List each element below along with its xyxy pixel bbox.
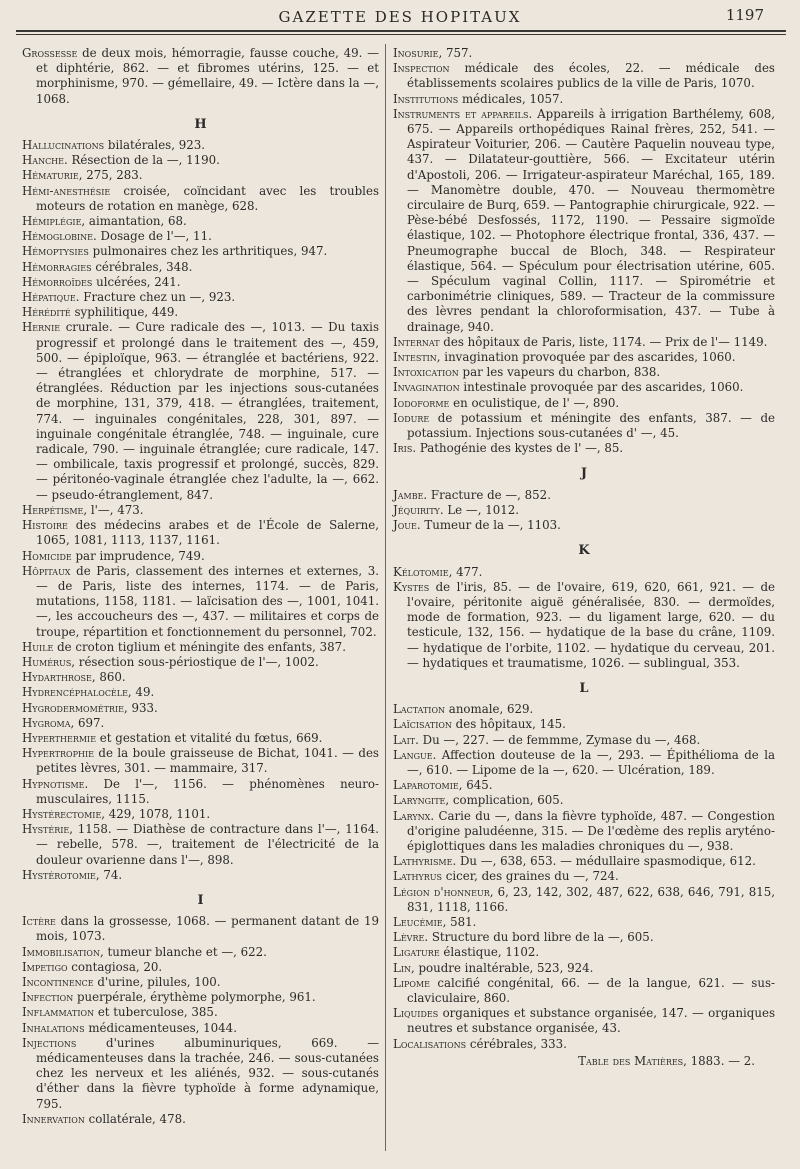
entry-references: organiques et substance organisée, 147. — organiques neutres et substance organisée, 43.: [407, 1006, 775, 1036]
index-entry: [393, 503, 775, 518]
entry-heading: Lathyrus: [393, 869, 443, 884]
left-column: [22, 46, 379, 1127]
entry-references: de deux mois, hémorragie, fausse couche, 49. — et diphtérie, 862. — et fibromes utérins, 125. — et morphinisme, 970. — gémellaire, 49. — Ictère dans la —, 1068.: [36, 46, 379, 106]
index-entry: [22, 990, 379, 1005]
entry-heading: Hallucinations: [22, 138, 105, 153]
header-rule: [16, 30, 786, 32]
index-entry: [393, 809, 775, 855]
entry-references: l'—, 473.: [87, 502, 144, 517]
entry-heading: Joue.: [393, 518, 421, 533]
entry-heading: Légion d'honneur,: [393, 884, 494, 899]
index-entry: [22, 518, 379, 548]
entry-heading: Homicide: [22, 548, 72, 563]
entry-references: 477.: [452, 564, 483, 579]
index-entry: [393, 411, 775, 441]
entry-heading: Inosurie,: [393, 46, 443, 60]
index-entry: [393, 961, 775, 976]
entry-heading: Larynx.: [393, 808, 435, 823]
entry-references: de l'iris, 85. — de l'ovaire, 619, 620, 661, 921. — de l'ovaire, péritonite aiguë généralisée, 830. — dermoïdes, mode de formation, 923. — du ligament large, 620. — du testicule, 132, 156. — hydatique de la base du crâne, 1109. — hydatique de l'orbite, 1102. — hydatique du cerveau, 201. — hydatiques et traumatisme, 1026. — sublingual, 353.: [407, 579, 775, 670]
index-entry: [22, 1112, 379, 1127]
index-entry: [22, 945, 379, 960]
index-entry: [22, 670, 379, 685]
index-entry: [22, 731, 379, 746]
entry-references: bilatérales, 923.: [104, 138, 206, 153]
index-entry: [22, 564, 379, 640]
entry-references: 6, 23, 142, 302, 487, 622, 638, 646, 791, 815, 831, 1118, 1166.: [407, 884, 775, 914]
entry-references: par imprudence, 749.: [71, 548, 205, 563]
index-entry: [393, 92, 775, 107]
entry-heading: Iodoforme: [393, 395, 450, 410]
entry-heading: Invagination: [393, 380, 460, 395]
entry-references: collatérale, 478.: [84, 1111, 186, 1126]
entry-heading: Inflammation: [22, 1005, 95, 1020]
entry-heading: Liquides: [393, 1006, 439, 1021]
entry-references: 429, 1078, 1101.: [105, 806, 211, 821]
index-entry: [22, 184, 379, 214]
section-letter: K: [578, 543, 590, 559]
entry-heading: Hygroma,: [22, 715, 75, 730]
entry-heading: Humérus,: [22, 654, 76, 669]
index-entry: [22, 655, 379, 670]
index-entry: [22, 960, 379, 975]
entry-heading: Langue.: [393, 747, 437, 762]
entry-references: tumeur blanche et —, 622.: [103, 944, 267, 959]
entry-references: 49.: [131, 685, 155, 700]
section-letter: I: [197, 892, 204, 908]
entry-heading: Lactation: [393, 702, 446, 717]
entry-references: 1158. — Diathèse de contracture dans l'—, 1164. — rebelle, 578. —, traitement de l'électricité de la douleur ovarienne dans l'—, 898.: [36, 822, 379, 867]
entry-heading: Hystérectomie,: [22, 806, 106, 821]
entry-heading: Hémoptysies: [22, 244, 89, 259]
index-entry: [393, 733, 775, 748]
index-entry: [22, 701, 379, 716]
entry-heading: Lait.: [393, 732, 419, 747]
entry-heading: Intestin,: [393, 350, 441, 365]
entry-heading: Instruments et appareils.: [393, 106, 533, 121]
entry-heading: Lin,: [393, 960, 415, 975]
entry-heading: Hémorragies: [22, 259, 92, 274]
entry-references: et gestation et vitalité du fœtus, 669.: [96, 730, 323, 745]
entry-heading: Iris.: [393, 441, 417, 456]
entry-references: anomale, 629.: [445, 702, 534, 717]
index-entry: [393, 930, 775, 945]
index-entry: [393, 915, 775, 930]
index-entry: [22, 746, 379, 776]
entry-heading: Inspection: [393, 61, 450, 76]
entry-references: Pathogénie des kystes de l' —, 85.: [416, 441, 624, 456]
index-entry: [22, 503, 379, 518]
entry-heading: Injections: [22, 1035, 77, 1050]
index-entry: [393, 396, 775, 411]
entry-references: invagination provoquée par des ascarides, 1060.: [440, 350, 736, 365]
index-entry: [22, 290, 379, 305]
entry-references: 860.: [95, 670, 126, 685]
index-entry: [22, 168, 379, 183]
entry-references: de croton tiglium et méningite des enfants, 387.: [53, 639, 346, 654]
entry-heading: Infection: [22, 990, 74, 1005]
entry-heading: Grossesse: [22, 46, 78, 60]
entry-heading: Huile: [22, 639, 54, 654]
index-entry: [22, 777, 379, 807]
index-entry: [393, 46, 775, 61]
index-entry: [393, 1037, 775, 1052]
entry-heading: Hygrodermométrie,: [22, 700, 128, 715]
entry-references: dans la grossesse, 1068. — permanent datant de 19 mois, 1073.: [36, 914, 379, 944]
entry-references: cicer, des graines du —, 724.: [442, 869, 619, 884]
entry-heading: Jambe.: [393, 487, 428, 502]
index-entry: [22, 320, 379, 502]
entry-references: de la boule graisseuse de Bichat, 1041. — des petites lèvres, 301. — mammaire, 317.: [36, 746, 379, 776]
entry-heading: Hépatique.: [22, 290, 80, 305]
entry-references: Résection de la —, 1190.: [67, 153, 220, 168]
entry-references: médicamenteuses, 1044.: [84, 1020, 237, 1035]
entry-references: 275, 283.: [82, 168, 143, 183]
index-entry: [393, 854, 775, 869]
entry-references: des hôpitaux de Paris, liste, 1174. — Prix de l'— 1149.: [439, 334, 768, 349]
journal-title: GAZETTE DES HOPITAUX: [278, 8, 522, 26]
index-entry: [22, 868, 379, 883]
index-entry: [393, 717, 775, 732]
entry-heading: Immobilisation,: [22, 944, 104, 959]
index-entry: [393, 565, 775, 580]
index-entry: [22, 305, 379, 320]
section-letter: J: [580, 466, 588, 482]
entry-references: de potassium et méningite des enfants, 387. — de potassium. Injections sous-cutanées d' —, 45.: [407, 410, 775, 441]
index-entry: [22, 229, 379, 244]
entry-references: en oculistique, de l' —, 890.: [449, 395, 620, 410]
entry-heading: Ligature: [393, 945, 440, 960]
index-entry: [22, 138, 379, 153]
index-entry: [22, 153, 379, 168]
entry-heading: Hanche.: [22, 153, 68, 168]
entry-heading: Lipome: [393, 975, 430, 990]
entry-heading: Leucémie,: [393, 914, 447, 929]
entry-references: médicale des écoles, 22. — médicale des établissements scolaires publics de la ville de Paris, 1070.: [407, 61, 775, 91]
entry-heading: Hystérie,: [22, 822, 73, 837]
index-entry: [22, 1021, 379, 1036]
entry-references: Affection douteuse de la —, 293. — Épithélioma de la —, 610. — Lipome de la —, 620. — Ulcération, 189.: [407, 747, 775, 777]
entry-heading: Incontinence: [22, 974, 94, 989]
index-entry: [22, 914, 379, 944]
index-entry: [22, 1036, 379, 1112]
entry-heading: Hémoglobine.: [22, 229, 97, 244]
entry-references: cérébrales, 348.: [91, 259, 193, 274]
index-entry: [22, 975, 379, 990]
entry-heading: Lathyrisme.: [393, 854, 457, 869]
index-entry: [393, 869, 775, 884]
index-entry: [22, 640, 379, 655]
index-entry: [22, 1005, 379, 1020]
entry-heading: Laparotomie,: [393, 778, 463, 793]
entry-heading: Intoxication: [393, 365, 459, 380]
index-entry: [22, 807, 379, 822]
index-entry: [22, 260, 379, 275]
page-number: 1197: [725, 6, 764, 24]
entry-heading: Hémorroïdes: [22, 274, 93, 289]
entry-heading: Jéquirity.: [393, 502, 444, 517]
entry-references: aimantation, 68.: [85, 214, 187, 229]
entry-references: croisée, coïncidant avec les troubles moteurs de rotation en manège, 628.: [36, 183, 379, 213]
entry-heading: Hystérotomie,: [22, 867, 100, 882]
entry-references: puerpérale, érythème polymorphe, 961.: [73, 990, 316, 1005]
entry-heading: Hyperthermie: [22, 730, 97, 745]
index-entry: [393, 335, 775, 350]
entry-heading: Innervation: [22, 1111, 85, 1126]
entry-references: Fracture de —, 852.: [427, 487, 551, 502]
entry-heading: Histoire: [22, 518, 68, 533]
entry-references: syphilitique, 449.: [70, 305, 179, 320]
entry-heading: Localisations: [393, 1036, 467, 1051]
index-entry: [393, 488, 775, 503]
index-entry: [22, 46, 379, 107]
entry-heading: Kélotomie,: [393, 564, 453, 579]
entry-references: Structure du bord libre de la —, 605.: [428, 930, 654, 945]
entry-references: et tuberculose, 385.: [94, 1005, 218, 1020]
entry-heading: Institutions: [393, 91, 459, 106]
entry-references: intestinale provoquée par des ascarides, 1060.: [459, 380, 744, 395]
entry-heading: Inhalations: [22, 1020, 85, 1035]
index-entry: [393, 976, 775, 1006]
entry-references: pulmonaires chez les arthritiques, 947.: [88, 244, 328, 259]
entry-references: d'urines albuminuriques, 669. — médicamenteuses dans la trachée, 246. — sous-cutanées chez les nerveux et les aliénés, 932. — sous-cutanés d'éther dans la fièvre typhoïde à forme adynamique, 795.: [36, 1035, 379, 1111]
entry-heading: Ictère: [22, 914, 56, 929]
entry-heading: Hôpitaux: [22, 563, 71, 578]
index-entry: [22, 685, 379, 700]
entry-heading: Lèvre.: [393, 930, 429, 945]
entry-heading: Laïcisation: [393, 717, 452, 732]
index-entry: [393, 702, 775, 717]
index-entry: [22, 822, 379, 868]
index-entry: [393, 1006, 775, 1036]
entry-references: 581.: [446, 914, 477, 929]
entry-references: Appareils à irrigation Barthélemy, 608, 675. — Appareils orthopédiques Rainal frères, 252, 541. — Aspirateur Voiturier, 206. — Cautère Paquelin nouveau type, 437. — Dilatateur-gouttière, 566. — Excitateur utérin d'Apostoli, 206. — Irrigateur-aspirateur Maréchal, 165, 189. — Manomètre double, 470. — Nouveau thermomètre circulaire de Burq, 659. — Pantographie chirurgicale, 922. — Pèse-bébé Desfossés, 1172, 1190. — Pessaire sigmoïde élastique, 102. — Photophore électrique frontal, 336, 437. — Pneumographe buccal de Bloch, 348. — Respirateur élastique, 564. — Spéculum pour électrisation utérine, 605. — Spéculum vaginal Collin, 1117. — Spirométrie et carbonimétrie cliniques, 589. — Tracteur de la commissure des lèvres pendant la chloroformisation, 437. — Tube à drainage, 940.: [407, 106, 776, 334]
entry-references: cérébrales, 333.: [466, 1036, 567, 1051]
index-entry: [393, 61, 775, 91]
entry-references: Dosage de l'—, 11.: [96, 229, 212, 244]
entry-heading: Kystes: [393, 579, 430, 594]
entry-references: De l'—, 1156. — phénomènes neuro-musculaires, 1115.: [36, 776, 379, 806]
index-entry: [393, 441, 775, 456]
entry-references: médicales, 1057.: [458, 91, 564, 106]
column-divider: [385, 44, 386, 1151]
entry-references: résection sous-périostique de l'—, 1002.: [75, 654, 319, 669]
index-entry: [393, 885, 775, 915]
entry-references: Carie du —, dans la fièvre typhoïde, 487. — Congestion d'origine paludéenne, 315. — De l'œdème des replis aryténo-épiglottiques dans les maladies chroniques du —, 938.: [407, 808, 775, 853]
index-entry: [393, 793, 775, 808]
entry-references: crurale. — Cure radicale des —, 1013. — Du taxis progressif et prolongé dans le traitement des —, 459, 500. — épiploïque, 963. — étranglée et bactériens, 922. — étranglées et chlorydrate de morphine, 517. — étranglées. Réduction par les injections sous-cutanées de morphine, 131, 379, 418. — étranglées, traitement, 774. — inguinales congénitales, 228, 301, 897. — inguinale congénitale étranglée, 748. — inguinale, cure radicale, 790. — inguinale étranglée; cure radicale, 147. — ombilicale, taxis progressif et prolongé, succès, 829. — péritonéo-vaginale étranglée chez l'adulte, la —, 662. — pseudo-étranglement, 847.: [36, 320, 379, 502]
index-entry: [393, 365, 775, 380]
entry-references: 645.: [462, 778, 493, 793]
entry-heading: Hématurie,: [22, 168, 83, 183]
index-entry: [22, 214, 379, 229]
table-footer-note: Table des Matières, 1883. — 2.: [578, 1053, 755, 1068]
entry-references: élastique, 1102.: [439, 945, 540, 960]
entry-heading: Impetigo: [22, 959, 68, 974]
entry-heading: Iodure: [393, 410, 430, 425]
entry-references: ulcérées, 241.: [92, 274, 181, 289]
entry-references: Tumeur de la —, 1103.: [420, 518, 561, 533]
index-entry: [22, 549, 379, 564]
index-entry: [393, 350, 775, 365]
entry-references: de Paris, classement des internes et externes, 3. — de Paris, liste des internes, 1174. — de Paris, mutations, 1158, 1181. — laïcisation des —, 1001, 1041. —, les accoucheurs des —, 437. — militaires et corps de troupe, répartition et fonctionnement du personnel, 702.: [36, 563, 379, 639]
entry-heading: Herpétisme,: [22, 502, 88, 517]
section-letter: L: [579, 680, 589, 696]
index-entry: [22, 275, 379, 290]
entry-heading: Hypnotisme.: [22, 776, 89, 791]
entry-references: 697.: [74, 715, 105, 730]
entry-references: 933.: [127, 700, 158, 715]
entry-heading: Hémi-anesthésie: [22, 183, 111, 198]
entry-heading: Hydarthrose,: [22, 670, 96, 685]
entry-heading: Hernie: [22, 320, 61, 335]
index-entry: [393, 518, 775, 533]
entry-references: calcifié congénital, 66. — de la langue, 621. — sus-claviculaire, 860.: [407, 975, 775, 1005]
entry-heading: Internat: [393, 334, 440, 349]
index-entry: [22, 716, 379, 731]
index-entry: [393, 107, 775, 335]
index-entry: [393, 580, 775, 671]
entry-references: Du —, 227. — de femmme, Zymase du —, 468.: [418, 732, 701, 747]
entry-references: des hôpitaux, 145.: [451, 717, 566, 732]
index-entry: [22, 244, 379, 259]
right-column: [393, 46, 775, 1069]
entry-heading: Hérédité: [22, 305, 71, 320]
entry-references: poudre inaltérable, 523, 924.: [414, 960, 594, 975]
entry-heading: Hémiplégie,: [22, 214, 86, 229]
entry-references: Du —, 638, 653. — médullaire spasmodique, 612.: [456, 854, 756, 869]
entry-references: Fracture chez un —, 923.: [79, 290, 236, 305]
section-letter: H: [194, 116, 207, 132]
index-entry: [393, 945, 775, 960]
entry-references: par les vapeurs du charbon, 838.: [458, 365, 661, 380]
entry-references: 74.: [99, 867, 123, 882]
entry-references: 757.: [442, 46, 473, 60]
entry-heading: Laryngite,: [393, 793, 450, 808]
running-head: [0, 6, 800, 30]
entry-references: Le —, 1012.: [443, 502, 519, 517]
entry-heading: Hydrencéphalocèle,: [22, 685, 132, 700]
entry-references: des médecins arabes et de l'École de Salerne, 1065, 1081, 1113, 1137, 1161.: [36, 518, 379, 548]
entry-references: complication, 605.: [449, 793, 564, 808]
index-entry: [393, 778, 775, 793]
header-rule-thin: [16, 34, 786, 35]
index-entry: [393, 380, 775, 395]
entry-heading: Hypertrophie: [22, 746, 94, 761]
entry-references: d'urine, pilules, 100.: [93, 974, 221, 989]
entry-references: contagiosa, 20.: [67, 959, 163, 974]
index-entry: [393, 748, 775, 778]
